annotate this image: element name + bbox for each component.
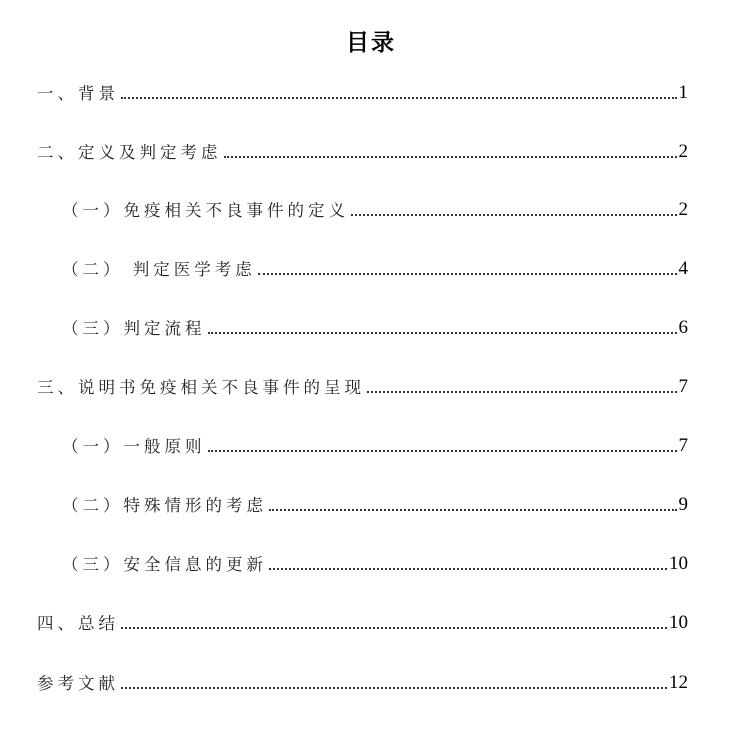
toc-entry-page: 7 bbox=[678, 435, 688, 456]
toc-entry-page: 2 bbox=[678, 199, 688, 220]
toc-entry-page: 4 bbox=[678, 258, 688, 279]
dot-leader bbox=[121, 687, 667, 689]
dot-leader bbox=[121, 627, 667, 629]
dot-leader bbox=[269, 568, 667, 570]
toc-entry[interactable] bbox=[62, 551, 688, 575]
toc-entry[interactable] bbox=[37, 670, 688, 694]
toc-entry[interactable] bbox=[37, 374, 688, 398]
toc-entry[interactable] bbox=[62, 433, 688, 457]
toc-entry-label: 参考文献 bbox=[37, 674, 119, 693]
dot-leader bbox=[367, 391, 677, 393]
dot-leader bbox=[224, 156, 677, 158]
dot-leader bbox=[208, 332, 677, 334]
dot-leader bbox=[121, 97, 677, 99]
toc-entry-label: 四、总结 bbox=[37, 614, 119, 633]
toc-entry-label: 三、说明书免疫相关不良事件的呈现 bbox=[37, 378, 365, 397]
toc-entry-label: （二） 判定医学考虑 bbox=[62, 260, 256, 279]
toc-entry-page: 2 bbox=[678, 141, 688, 162]
toc-entry-label: （一）一般原则 bbox=[62, 437, 206, 456]
dot-leader bbox=[269, 509, 677, 511]
toc-entry[interactable] bbox=[37, 139, 688, 163]
toc-title: 目录 bbox=[346, 30, 396, 56]
toc-entry-label: （三）安全信息的更新 bbox=[62, 555, 267, 574]
toc-entry-label: 二、定义及判定考虑 bbox=[37, 143, 222, 162]
toc-entry-page: 10 bbox=[669, 553, 688, 574]
toc-entry-page: 9 bbox=[678, 494, 688, 515]
toc-entry-label: （一）免疫相关不良事件的定义 bbox=[62, 201, 349, 220]
dot-leader bbox=[258, 273, 677, 275]
dot-leader bbox=[351, 214, 677, 216]
toc-entry[interactable] bbox=[37, 610, 688, 634]
toc-entry-page: 1 bbox=[678, 82, 688, 103]
toc-entry-label: （三）判定流程 bbox=[62, 319, 206, 338]
toc-entry-label: （二）特殊情形的考虑 bbox=[62, 496, 267, 515]
toc-entry[interactable] bbox=[62, 315, 688, 339]
toc-entry-page: 12 bbox=[669, 672, 688, 693]
toc-entry[interactable] bbox=[62, 197, 688, 221]
toc-entry[interactable] bbox=[62, 492, 688, 516]
toc-entry-page: 7 bbox=[678, 376, 688, 397]
toc-entry-label: 一、背景 bbox=[37, 84, 119, 103]
toc-entry[interactable] bbox=[62, 256, 688, 280]
toc-entry-page: 10 bbox=[669, 612, 688, 633]
toc-entry[interactable] bbox=[37, 80, 688, 104]
toc-entry-page: 6 bbox=[678, 317, 688, 338]
dot-leader bbox=[208, 450, 677, 452]
